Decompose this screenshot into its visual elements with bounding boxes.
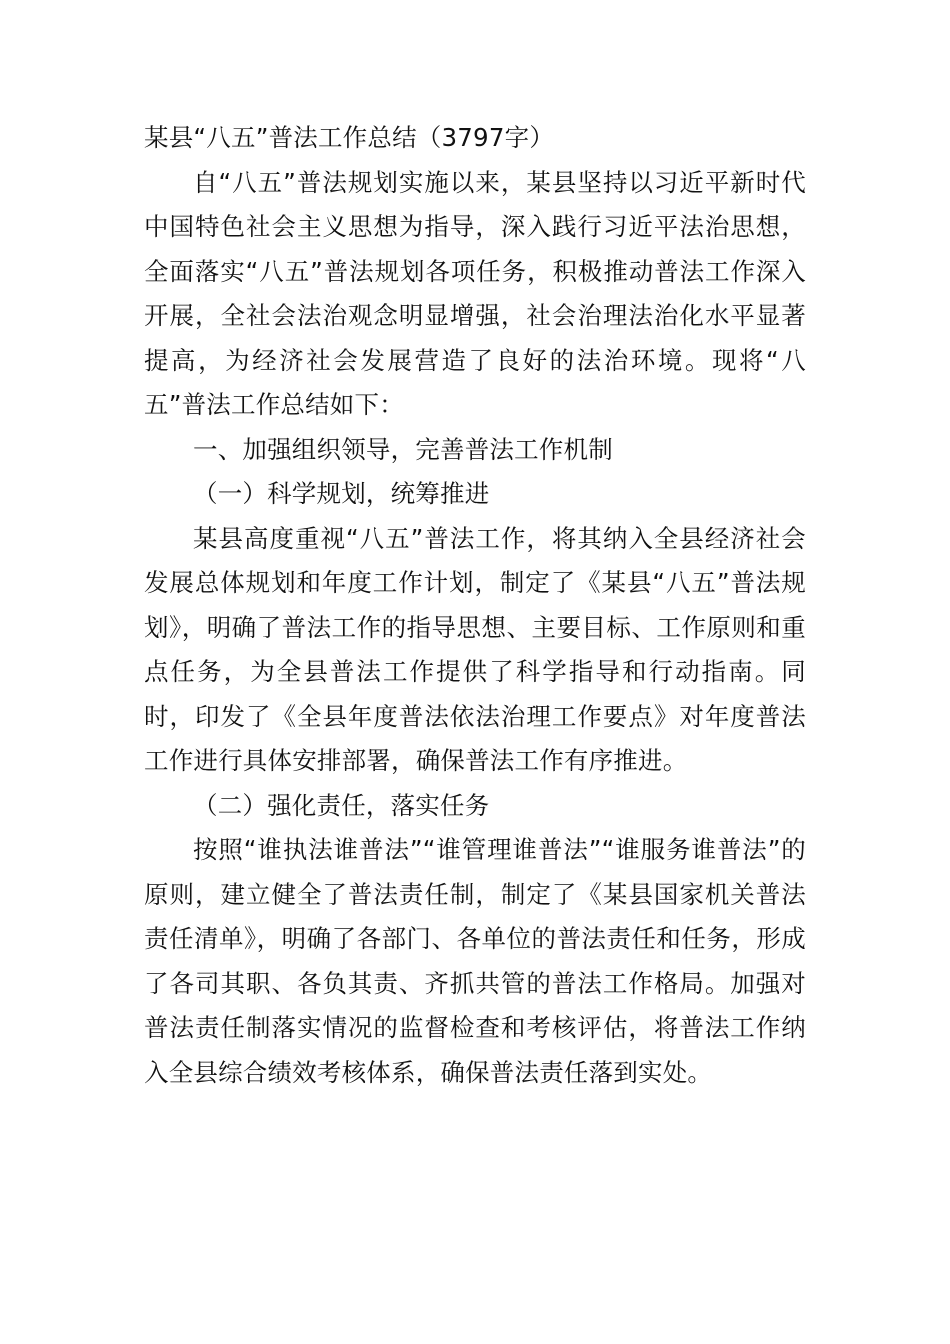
subsection-heading-2: （二）强化责任，落实任务 [193, 790, 490, 820]
body-paragraph-1: 某县高度重视“八五”普法工作，将其纳入全县经济社会发展总体规划和年度工作计划，制定了《某县“八五”普法规划》，明确了普法工作的指导思想、主要目标、工作原则和重点任务，为全县普法工作提供了科学指导和行动指南。同时，印发了《全县年度普法依法治理工作要点》对年度普法工作进行具体安排部署，确保普法工作有序推进。 [144, 523, 806, 775]
section-heading-1: 一、加强组织领导，完善普法工作机制 [193, 434, 613, 464]
document-title: 某县“八五”普法工作总结（3797字） [144, 123, 555, 152]
intro-paragraph: 自“八五”普法规划实施以来，某县坚持以习近平新时代中国特色社会主义思想为指导，深入践行习近平法治思想，全面落实“八五”普法规划各项任务，积极推动普法工作深入开展，全社会法治观念明显增强，社会治理法治化水平显著提高，为经济社会发展营造了良好的法治环境。现将“八五”普法工作总结如下： [144, 167, 806, 419]
body-paragraph-2: 按照“谁执法谁普法”“谁管理谁普法”“谁服务谁普法”的原则，建立健全了普法责任制，制定了《某县国家机关普法责任清单》，明确了各部门、各单位的普法责任和任务，形成了各司其职、各负其责、齐抓共管的普法工作格局。加强对普法责任制落实情况的监督检查和考核评估，将普法工作纳入全县综合绩效考核体系，确保普法责任落到实处。 [144, 835, 806, 1087]
document-page [144, 116, 806, 1095]
subsection-heading-1: （一）科学规划，统筹推进 [193, 479, 490, 508]
